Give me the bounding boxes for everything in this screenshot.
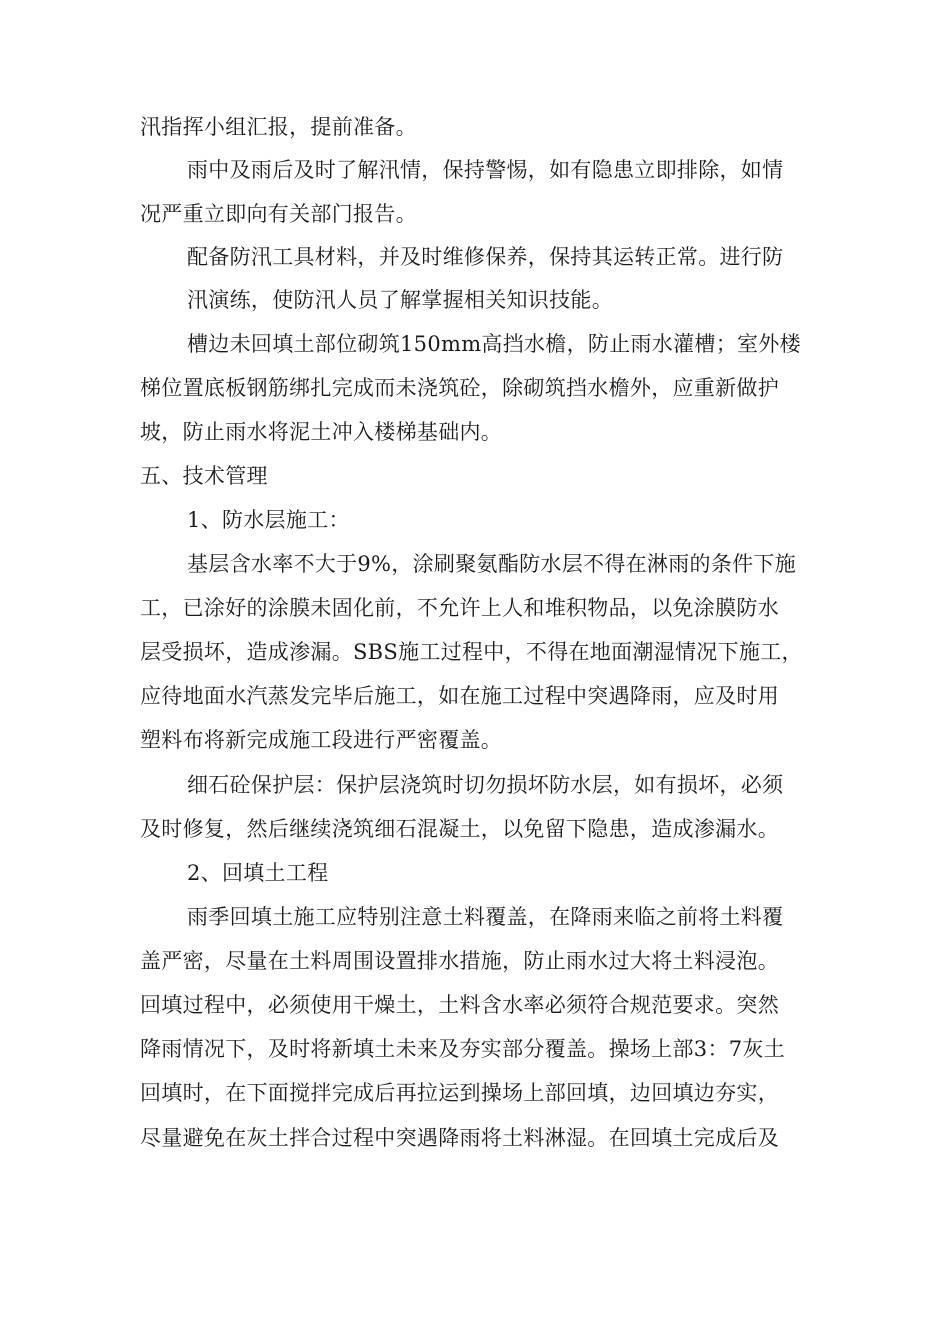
text-line: 汛演练，使防汛人员了解掌握相关知识技能。 [187, 288, 613, 312]
text-line: 回填过程中，必须使用干燥土，土料含水率必须符合规范要求。突然 [140, 993, 779, 1017]
section-heading: 五、技术管理 [140, 464, 268, 488]
text-line: 雨中及雨后及时了解汛情，保持警惕，如有隐患立即排除，如情 [187, 158, 784, 182]
text-line: 汛指挥小组汇报，提前准备。 [140, 115, 417, 139]
text-line: 基层含水率不大于9%，涂刷聚氨酯防水层不得在淋雨的条件下施 [187, 552, 797, 576]
text-line: 坡，防止雨水将泥土冲入楼梯基础内。 [140, 420, 503, 444]
text-line: 况严重立即向有关部门报告。 [140, 202, 417, 226]
text-line: 回填时，在下面搅拌完成后再拉运到操场上部回填，边回填边夯实， [140, 1081, 779, 1105]
text-line: 梯位置底板钢筋绑扎完成而未浇筑砼，除砌筑挡水檐外，应重新做护 [140, 376, 779, 400]
text-line: 工，已涂好的涂膜未固化前，不允许上人和堆积物品，以免涂膜防水 [140, 596, 779, 620]
subsection-heading: 2、回填土工程 [187, 861, 329, 885]
text-line: 槽边未回填土部位砌筑150mm高挡水檐，防止雨水灌槽；室外楼 [187, 332, 801, 356]
text-line: 降雨情况下，及时将新填土未来及夯实部分覆盖。操场上部3：7灰土 [140, 1037, 786, 1061]
text-line: 配备防汛工具材料，并及时维修保养，保持其运转正常。进行防 [187, 245, 784, 269]
text-line: 细石砼保护层：保护层浇筑时切勿损坏防水层，如有损坏，必须 [187, 773, 784, 797]
text-line: 塑料布将新完成施工段进行严密覆盖。 [140, 728, 503, 752]
subsection-heading: 1、防水层施工： [187, 508, 350, 532]
text-line: 层受损坏，造成渗漏。SBS施工过程中，不得在地面潮湿情况下施工， [140, 640, 803, 664]
text-line: 尽量避免在灰土拌合过程中突遇降雨将土料淋湿。在回填土完成后及 [140, 1126, 779, 1150]
text-line: 盖严密，尽量在土料周围设置排水措施，防止雨水过大将土料浸泡。 [140, 949, 779, 973]
text-line: 雨季回填土施工应特别注意土料覆盖，在降雨来临之前将土料覆 [187, 905, 784, 929]
text-line: 及时修复，然后继续浇筑细石混凝土，以免留下隐患，造成渗漏水。 [140, 817, 779, 841]
text-line: 应待地面水汽蒸发完毕后施工，如在施工过程中突遇降雨，应及时用 [140, 684, 779, 708]
